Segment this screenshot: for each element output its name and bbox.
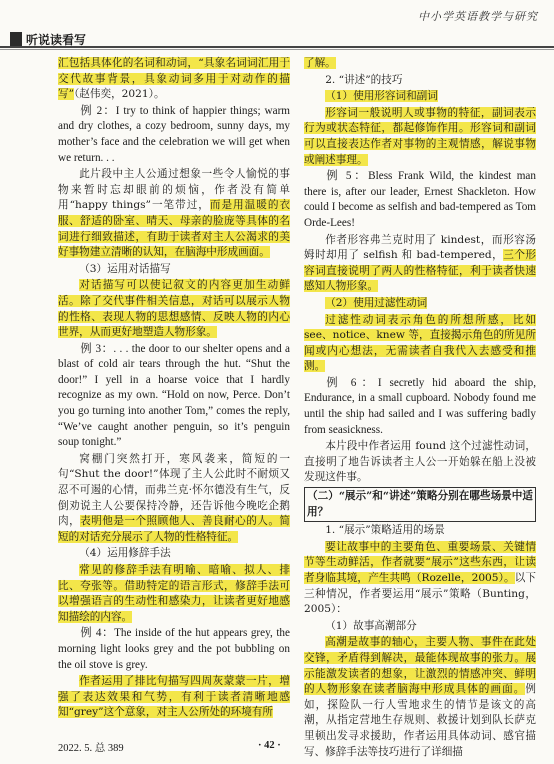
left-paragraph-2: 例 2：I try to think of happier things; warm and dry clothes, a cozy bedroom, sunny days, my mother’s face and the celebration we will get when we return. . . [58, 104, 290, 164]
right-paragraph-3: 形容词一般说明人或事物的特征，副词表示行为或状态特征，都起修饰作用。形容词和副词可以直接表达作者对事物的主观情感，解说事物或阐述事理。 [304, 106, 536, 166]
left-paragraph-11: 作者运用了排比句描写四周灰蒙蒙一片，增强了表达效果和气势，有利于读者清晰地感知“grey”这个意象，对主人公所处的环境有所 [58, 675, 290, 719]
left-paragraph-6: 例 3：. . . the door to our shelter opens and a blast of cold air tears through the hut. “Shut the door!” I yell in a hoarse voice that I hardly recognize as my own. “Hold on now, Perce. Don’t you go turning into another Tom,” comes the reply, “We’ve caught another penguin, so it’s penguin soup tonight.” [58, 342, 290, 449]
page-number: · 42 · [258, 740, 281, 751]
right-paragraph-12: 要让故事中的主要角色、重要场景、关键情节等生动鲜活，作者就要“展示”这些东西，让读者身临其境，产生共鸣（Rozelle，2005）。以下三种情况，作者要运用“展示”策略（Bunting，2005）： [304, 540, 536, 616]
right-paragraph-7: 过滤性动词表示角色的所想所感，比如 see、notice、knew 等，直接揭示角色的所见所闻或内心想法，无需读者自我代入去感受和推测。 [304, 313, 536, 373]
journal-title: 中小学英语教学与研究 [418, 10, 538, 23]
right-paragraph-11: 1. “展示”策略适用的场景 [325, 524, 445, 537]
left-paragraph-0: 汇包括具体化的名词和动词，“具象名词词汇用于交代故事背景，具象动词多用于对动作的描写”（赵伟奕，2021）。 [58, 57, 290, 101]
right-paragraph-8: 例 6：I secretly hid aboard the ship, Endurance, in a small cupboard. Nobody found me until the ship had sailed and I was suffering badly from seasickness. [304, 376, 536, 436]
right-paragraph-2: （1）使用形容词和副词 [325, 90, 438, 103]
section-marker-icon [10, 32, 22, 46]
left-paragraph-7: 窝棚门突然打开，寒风袭来，简短的一句“Shut the door!”体现了主人公此时不耐烦又忍不可遏的心情，而弗兰克·怀尔德没有生气，反倒劝说主人公要保持冷静，还告诉他今晚吃企鹅肉，表明他是一个照顾他人、善良耐心的人。简短的对话充分展示了人物的性格特征。 [58, 452, 290, 543]
section-label: 听说读看写 [26, 32, 87, 47]
left-paragraph-8: （4）运用修辞手法 [79, 547, 171, 560]
right-paragraph-6: （2）使用过滤性动词 [325, 296, 428, 309]
right-paragraph-5: 作者形容弗兰克时用了 kindest，而形容汤姆时却用了 selfish 和 bad-tempered，三个形容词直接说明了两人的性格特征，利于读者快速感知人物形象。 [304, 233, 537, 293]
right-paragraph-0: 了解。 [304, 57, 336, 69]
right-paragraph-10: （二）“展示”和“讲述”策略分别在哪些场景中适用？ [304, 487, 536, 522]
page-footer [0, 738, 554, 758]
right-paragraph-1: 2. “讲述”的技巧 [325, 73, 403, 86]
left-column [58, 56, 290, 722]
header-rule-thin [0, 49, 554, 50]
right-paragraph-14: 高潮是故事的轴心，主要人物、事件在此处交锋，矛盾得到解决，最能体现故事的张力。展示能激发读者的想象，让激烈的情感冲突、鲜明的人物形象在读者脑海中形成具体的画面。例如，探险队一行人雪地求生的情节是该文的高潮，从指定营地生存规则、救援计划到队长萨克里顿出发寻求援助，作者运用具体动词、感官描写、修辞手法等技巧进行了详细描 [304, 636, 536, 758]
right-paragraph-4: 例 5：Bless Frank Wild, the kindest man there is, after our leader, Ernest Shackleton. How could I become as selfish and bad-tempered as Tom Orde-Lees! [304, 170, 536, 229]
left-paragraph-4: （3）运用对话描写 [79, 262, 171, 275]
left-paragraph-5: 对话描写可以使记叙文的内容更加生动鲜活。除了交代事件相关信息，对话可以展示人物的性格、表现人物的思想感情、反映人物的内心世界，从而更好地塑造人物形象。 [58, 279, 290, 339]
issue-label: 2022. 5. 总 389 [58, 743, 124, 754]
left-paragraph-9: 常见的修辞手法有明喻、暗喻、拟人、排比、夸张等。借助特定的语言形式，修辞手法可以增强语言的生动性和感染力，让读者更好地感知描绘的内容。 [58, 564, 290, 623]
right-column [304, 56, 536, 761]
right-paragraph-9: 本片段中作者运用 found 这个过滤性动词，直接明了地告诉读者主人公一开始躲在船上没被发现这件事。 [304, 440, 536, 484]
right-paragraph-13: （1）故事高潮部分 [325, 619, 417, 632]
left-paragraph-3: 此片段中主人公通过想象一些令人愉悦的事物来暂时忘却眼前的烦恼，作者没有简单用“happy things”一笔带过，而是用温暖的衣服、舒适的卧室、晴天、母亲的脸庞等具体的名词进行细致描述，有助于读者对主人公渴求的美好事物建立清晰的认知，在脑海中形成画面。 [58, 168, 290, 259]
page-header [0, 0, 554, 48]
header-rule [0, 46, 554, 48]
left-paragraph-10: 例 4：The inside of the hut appears grey, the morning light looks grey and the pot bubbling on the oil stove is grey. [58, 627, 290, 671]
